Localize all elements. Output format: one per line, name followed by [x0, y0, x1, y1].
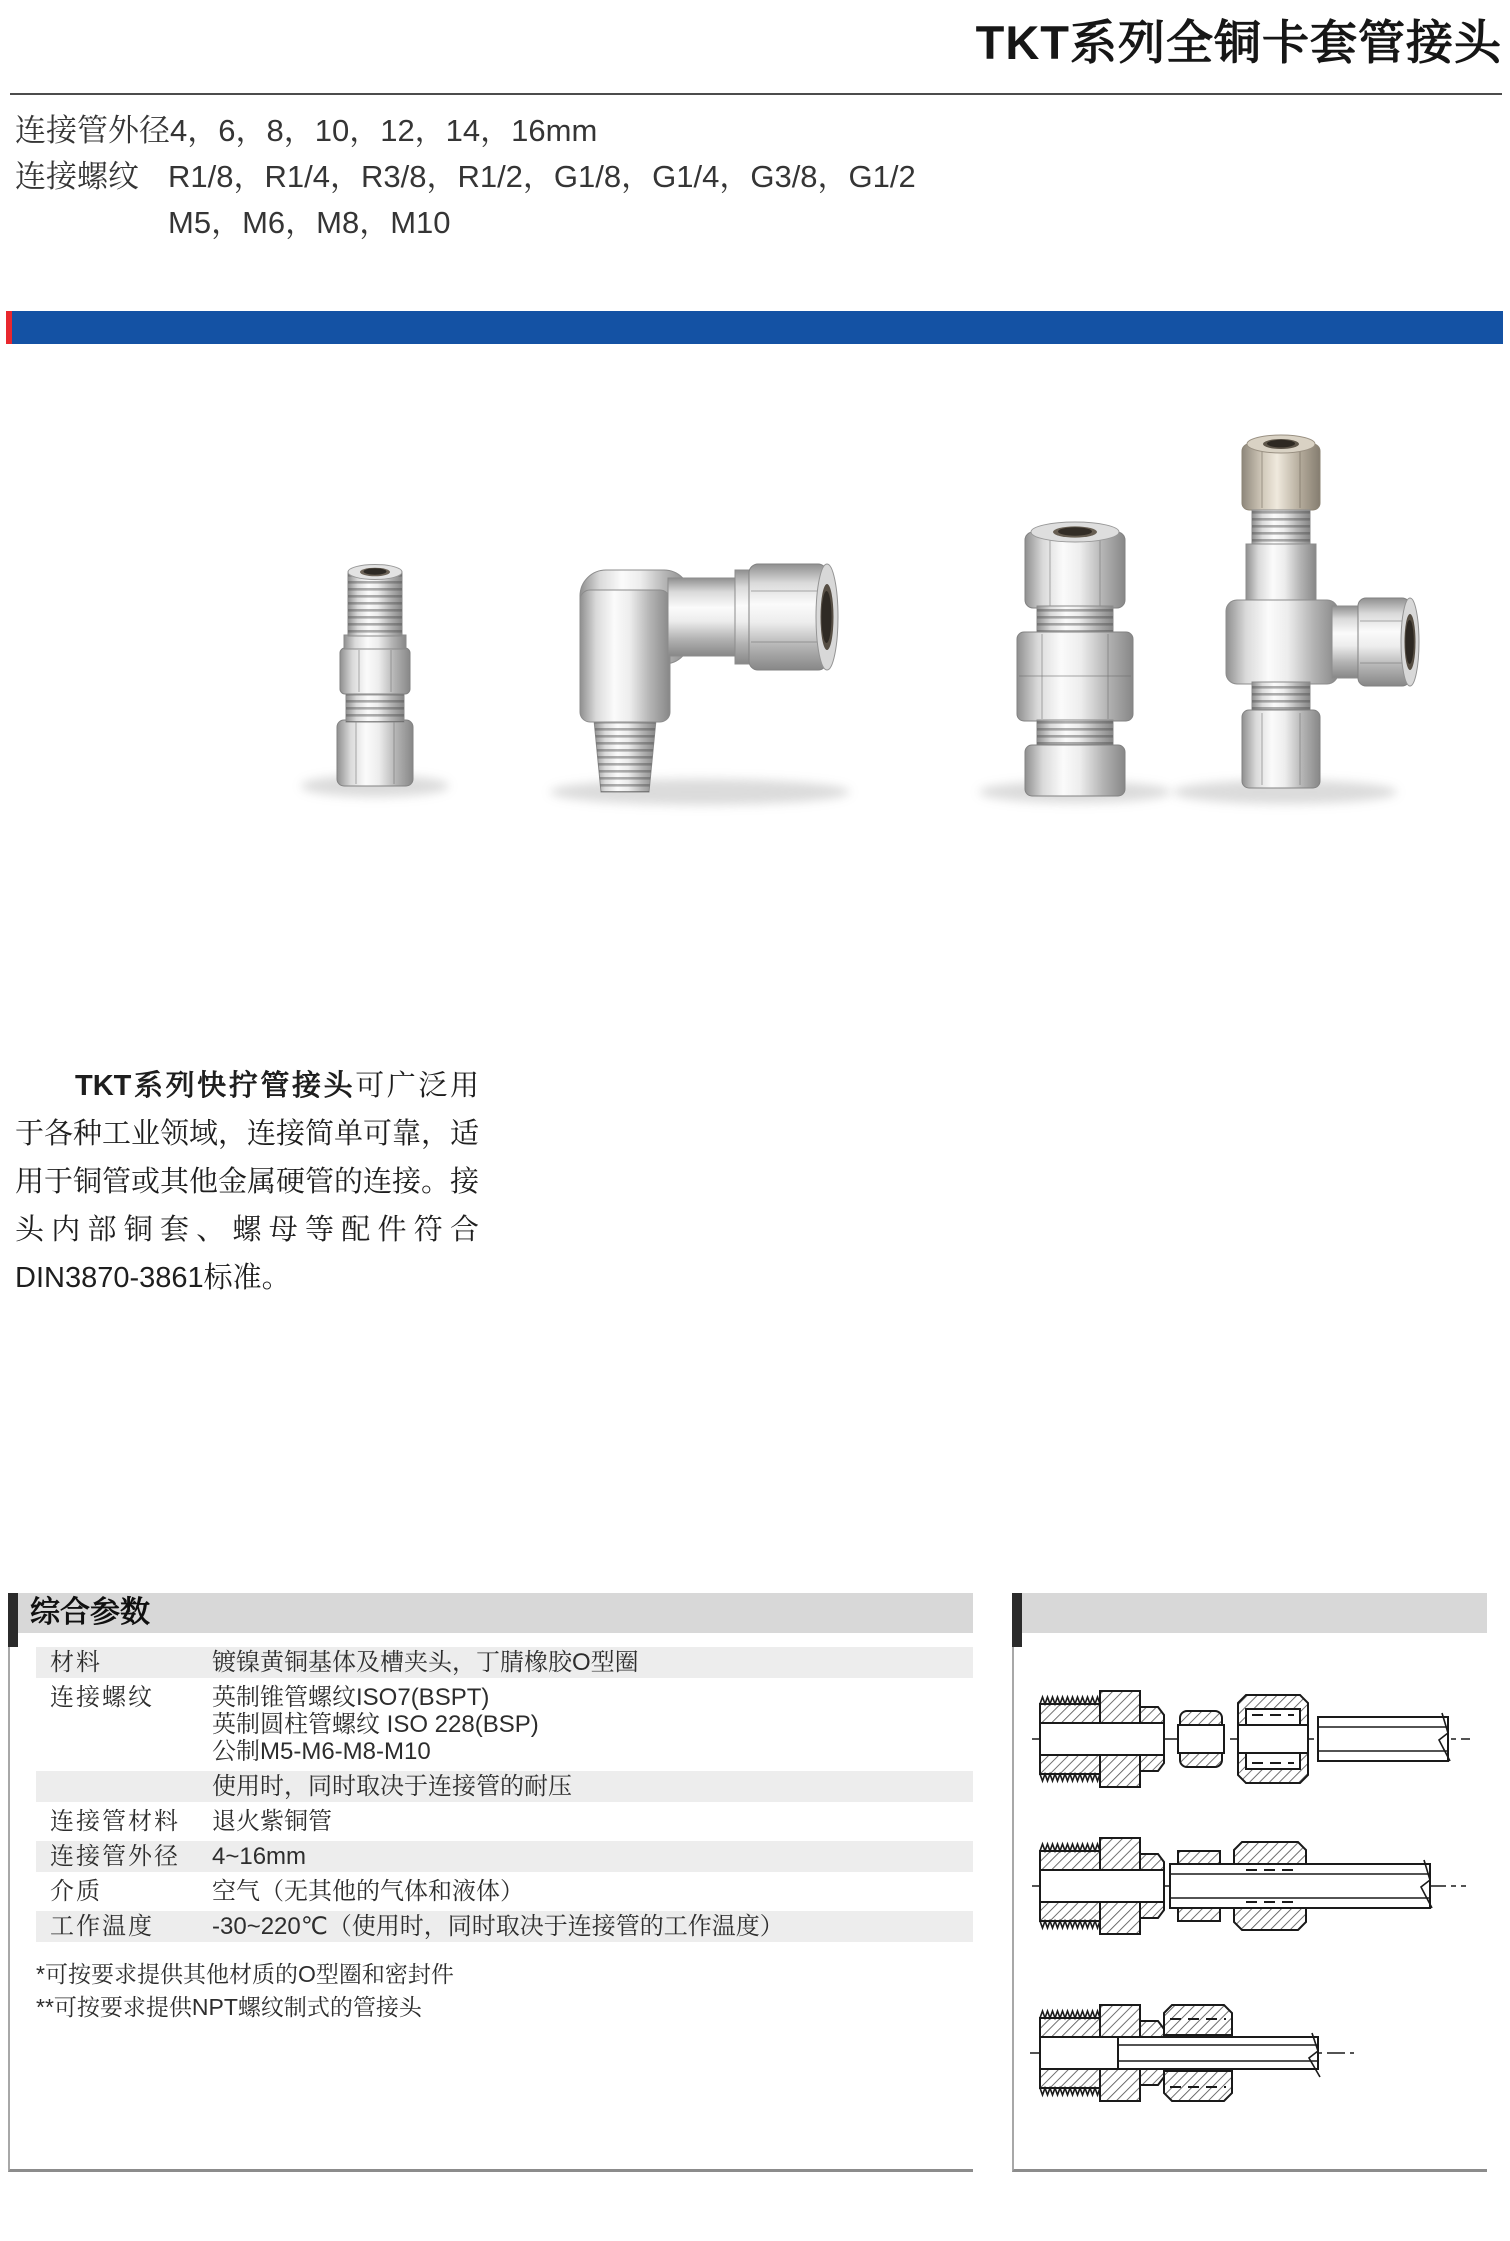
- row-value: 使用时，同时取决于连接管的耐压: [212, 1773, 572, 1800]
- params-header: [8, 1593, 973, 1633]
- table-row: [36, 1771, 973, 1802]
- row-label: 连接管材料: [50, 1808, 180, 1835]
- product-tee-connector: [1173, 435, 1419, 804]
- spec-summary: [15, 108, 916, 246]
- drawings-header: [1012, 1593, 1487, 1633]
- row-value: 英制圆柱管螺纹 ISO 228(BSP): [212, 1711, 539, 1738]
- params-table: [36, 1647, 973, 1942]
- red-accent: [6, 311, 12, 344]
- section-marker: [8, 1593, 18, 1647]
- row-value: 镀镍黄铜基体及槽夹头，丁腈橡胶O型圈: [212, 1649, 639, 1676]
- product-union-connector: [979, 522, 1171, 803]
- product-straight-male-connector: [301, 565, 449, 798]
- spec-value: M5，M6，M8，M10: [168, 205, 451, 240]
- row-value: 公制M5-M6-M8-M10: [212, 1738, 431, 1765]
- section-divider-bar: [6, 311, 1503, 344]
- spec-value: 4，6，8，10，12，14，16mm: [170, 113, 598, 148]
- row-label: 材料: [50, 1649, 102, 1676]
- product-elbow-connector: [550, 564, 850, 805]
- drawing-assembled: [1030, 2005, 1354, 2101]
- section-title: 综合参数: [30, 1596, 150, 1629]
- product-photos: [280, 420, 1420, 840]
- drawing-tube-inserted: [1032, 1838, 1466, 1934]
- drawings-panel: [1012, 1593, 1487, 2172]
- table-row: [36, 1841, 973, 1872]
- row-label: 介质: [50, 1878, 102, 1905]
- row-label: 连接管外径: [50, 1843, 180, 1870]
- row-value: 英制锥管螺纹ISO7(BSPT): [212, 1684, 490, 1711]
- intro-body: 可广泛用于各种工业领域，连接简单可靠，适用于铜管或其他金属硬管的连接。接头内部铜套、螺母等配件符合DIN3870-3861标准。: [15, 1070, 480, 1294]
- row-value: 退火紫铜管: [212, 1808, 332, 1835]
- row-value: -30~220℃（使用时，同时取决于连接管的工作温度）: [212, 1913, 784, 1940]
- section-header-bar: [1022, 1593, 1487, 1633]
- assembly-drawings: [1018, 1637, 1485, 2167]
- row-label: [36, 1773, 212, 1800]
- table-row: [36, 1647, 973, 1678]
- table-row: [36, 1682, 973, 1767]
- spec-label: 连接管外径: [15, 113, 170, 148]
- drawing-exploded-parts: [1032, 1691, 1470, 1787]
- spec-value: R1/8，R1/4，R3/8，R1/2，G1/8，G1/4，G3/8，G1/2: [168, 159, 916, 194]
- title-divider: [10, 93, 1502, 95]
- footnote: *可按要求提供其他材质的O型圈和密封件: [36, 1961, 454, 1987]
- spec-label: 连接螺纹: [15, 159, 139, 194]
- table-row: [36, 1876, 973, 1907]
- spec-line-thread: [15, 154, 916, 200]
- spec-line-thread-metric: [15, 200, 916, 246]
- intro-lead: TKT系列快拧管接头: [75, 1070, 356, 1102]
- row-value: 空气（无其他的气体和液体）: [212, 1878, 524, 1905]
- row-label: 连接螺纹: [50, 1684, 154, 1711]
- spec-line-outer-diameter: [15, 108, 916, 154]
- section-header-bar: [18, 1593, 973, 1633]
- table-row: [36, 1806, 973, 1837]
- row-value: 4~16mm: [212, 1843, 307, 1870]
- footnotes: [36, 1958, 973, 2024]
- intro-paragraph: [15, 1062, 479, 1302]
- page-title: TKT系列全铜卡套管接头: [975, 16, 1502, 69]
- params-panel: [8, 1593, 973, 2172]
- row-label: 工作温度: [50, 1913, 154, 1940]
- table-row: [36, 1911, 973, 1942]
- footnote: **可按要求提供NPT螺纹制式的管接头: [36, 1994, 422, 2020]
